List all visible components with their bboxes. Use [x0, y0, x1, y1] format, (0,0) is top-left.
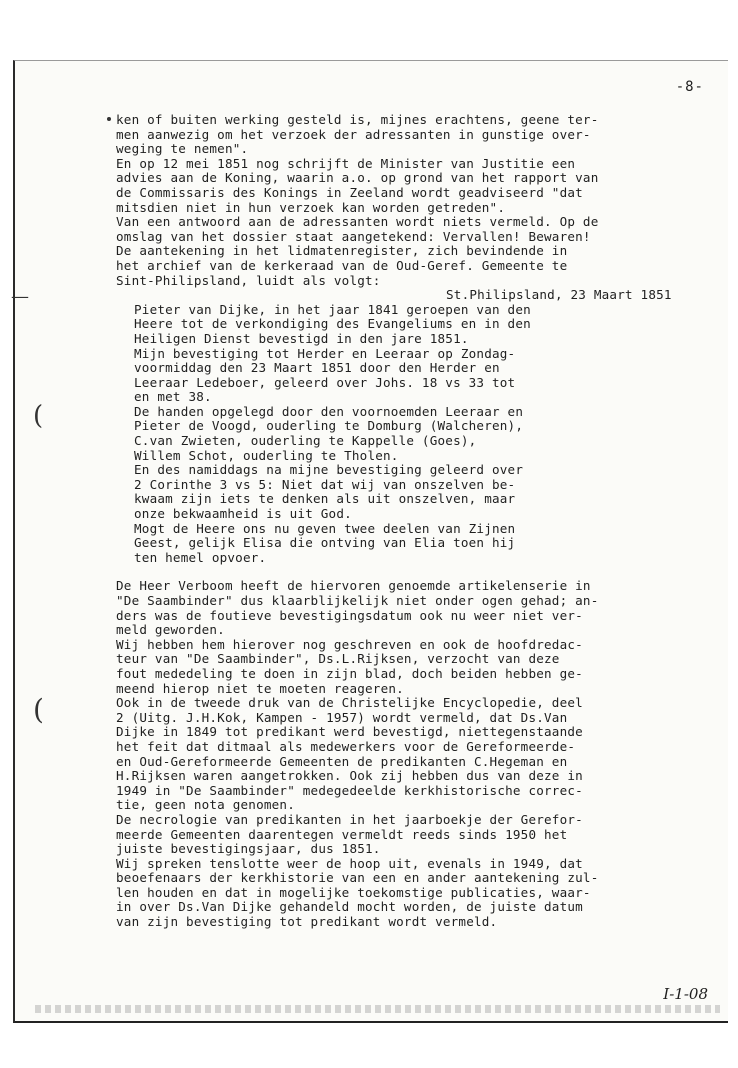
text-line: meerde Gemeenten daarentegen vermeldt reeds sinds 1950 het — [116, 826, 568, 842]
quote-line: Heiligen Dienst bevestigd in den jare 1851. — [134, 330, 469, 346]
document-page — [13, 60, 728, 1023]
quote-line: Geest, gelijk Elisa die ontving van Elia toen hij — [134, 535, 516, 551]
text-line: weging te nemen". — [116, 141, 249, 157]
text-line: Ook in de tweede druk van de Christelijke Encyclopedie, deel — [116, 695, 583, 711]
typed-text — [116, 113, 724, 930]
quote-line: Pieter van Dijke, in het jaar 1841 geroepen van den — [134, 301, 531, 317]
text-line: meend hierop niet te moeten reageren. — [116, 680, 404, 696]
quote-line: ten hemel opvoer. — [134, 549, 267, 565]
register-quote — [116, 303, 724, 566]
text-line: "De Saambinder" dus klaarblijkelijk niet onder ogen gehad; an- — [116, 593, 599, 608]
bleed-through-strip — [35, 1005, 720, 1013]
text-line: de Commissaris des Konings in Zeeland wordt geadviseerd "dat — [116, 184, 583, 200]
text-line: ken of buiten werking gesteld is, mijnes erachtens, geene ter- — [116, 112, 599, 127]
quote-line: Heere tot de verkondiging des Evangeliums en in den — [134, 316, 531, 332]
quote-line: voormiddag den 23 Maart 1851 door den Herder en — [134, 360, 500, 376]
text-line: ders was de foutieve bevestigingsdatum ook nu weer niet ver- — [116, 607, 583, 623]
quote-line: onze bekwaamheid is uit God. — [134, 506, 352, 522]
register-date-line: St.Philipsland, 23 Maart 1851 — [446, 287, 672, 303]
text-line: En op 12 mei 1851 nog schrijft de Minister van Justitie een — [116, 155, 576, 171]
paragraph-gap — [116, 565, 724, 579]
quote-line: Mijn bevestiging tot Herder en Leeraar op Zondag- — [134, 345, 516, 361]
text-line: omslag van het dossier staat aangetekend: Vervallen! Bewaren! — [116, 228, 591, 244]
quote-line: En des namiddags na mijne bevestiging geleerd over — [134, 462, 524, 478]
quote-line: De handen opgelegd door den voornoemden Leeraar en — [134, 403, 524, 419]
text-line: 1949 in "De Saambinder" medegedeelde kerkhistorische correc- — [116, 782, 583, 798]
quote-line: 2 Corinthe 3 vs 5: Niet dat wij van onszelven be- — [134, 476, 516, 492]
text-line: het archief van de kerkeraad van de Oud-Geref. Gemeente te — [116, 257, 568, 273]
text-line: Van een antwoord aan de adressanten wordt niets vermeld. Op de — [116, 214, 599, 230]
text-line: Dijke in 1849 tot predikant werd bevestigd, niettegenstaande — [116, 724, 583, 740]
text-line: fout mededeling te doen in zijn blad, doch beiden hebben ge- — [116, 665, 583, 681]
text-line: H.Rijksen waren aangetrokken. Ook zij hebben dus van deze in — [116, 768, 583, 784]
margin-mark: — — [11, 286, 29, 307]
quote-line: kwaam zijn iets te denken als uit onszelven, maar — [134, 491, 516, 507]
text-line: juiste bevestigingsjaar, dus 1851. — [116, 841, 381, 857]
text-line: len houden en dat in mogelijke toekomstige publicaties, waar- — [116, 884, 591, 900]
quote-line: Pieter de Voogd, ouderling te Domburg (Walcheren), — [134, 418, 524, 434]
text-line: het feit dat ditmaal als medewerkers voor de Gereformeerde- — [116, 738, 576, 754]
margin-bracket: ( — [33, 401, 44, 431]
text-line: 2 (Uitg. J.H.Kok, Kampen - 1957) wordt vermeld, dat Ds.Van — [116, 709, 568, 725]
margin-bracket: ( — [33, 693, 44, 726]
quote-line: Willem Schot, ouderling te Tholen. — [134, 447, 399, 463]
text-line: Wij hebben hem hierover nog geschreven en ook de hoofdredac- — [116, 636, 583, 652]
text-line: De Heer Verboom heeft de hiervoren genoemde artikelenserie in — [116, 578, 591, 594]
quote-line: Leeraar Ledeboer, geleerd over Johs. 18 vs 33 tot — [134, 374, 516, 390]
paragraph-intro — [116, 113, 724, 288]
text-line: meld geworden. — [116, 622, 225, 638]
text-line: tie, geen nota genomen. — [116, 797, 295, 813]
list-bullet — [107, 117, 111, 121]
paragraph-commentary — [116, 579, 724, 929]
text-line: mitsdien niet in hun verzoek kan worden getreden". — [116, 199, 506, 215]
text-line: advies aan de Koning, waarin a.o. op grond van het rapport van — [116, 170, 599, 186]
text-line: en Oud-Gereformeerde Gemeenten de predikanten C.Hegeman en — [116, 753, 568, 769]
handwritten-note: I-1-08 — [663, 985, 708, 1003]
text-line: teur van "De Saambinder", Ds.L.Rijksen, verzocht van deze — [116, 651, 560, 667]
text-line: men aanwezig om het verzoek der adressanten in gunstige over- — [116, 126, 591, 142]
text-line: De necrologie van predikanten in het jaarboekje der Gerefor- — [116, 811, 583, 827]
quote-line: Mogt de Heere ons nu geven twee deelen van Zijnen — [134, 520, 516, 536]
text-line: Wij spreken tenslotte weer de hoop uit, evenals in 1949, dat — [116, 855, 583, 871]
quote-line: C.van Zwieten, ouderling te Kappelle (Goes), — [134, 433, 477, 449]
text-line: in over Ds.Van Dijke gehandeld mocht worden, de juiste datum — [116, 899, 583, 915]
page-number: -8- — [675, 79, 704, 95]
text-line: van zijn bevestiging tot predikant wordt vermeld. — [116, 914, 498, 930]
text-line: De aantekening in het lidmatenregister, zich bevindende in — [116, 243, 568, 259]
text-line: Sint-Philipsland, luidt als volgt: — [116, 272, 381, 288]
text-line: beoefenaars der kerkhistorie van een en ander aantekening zul- — [116, 870, 599, 886]
quote-line: en met 38. — [134, 389, 212, 405]
